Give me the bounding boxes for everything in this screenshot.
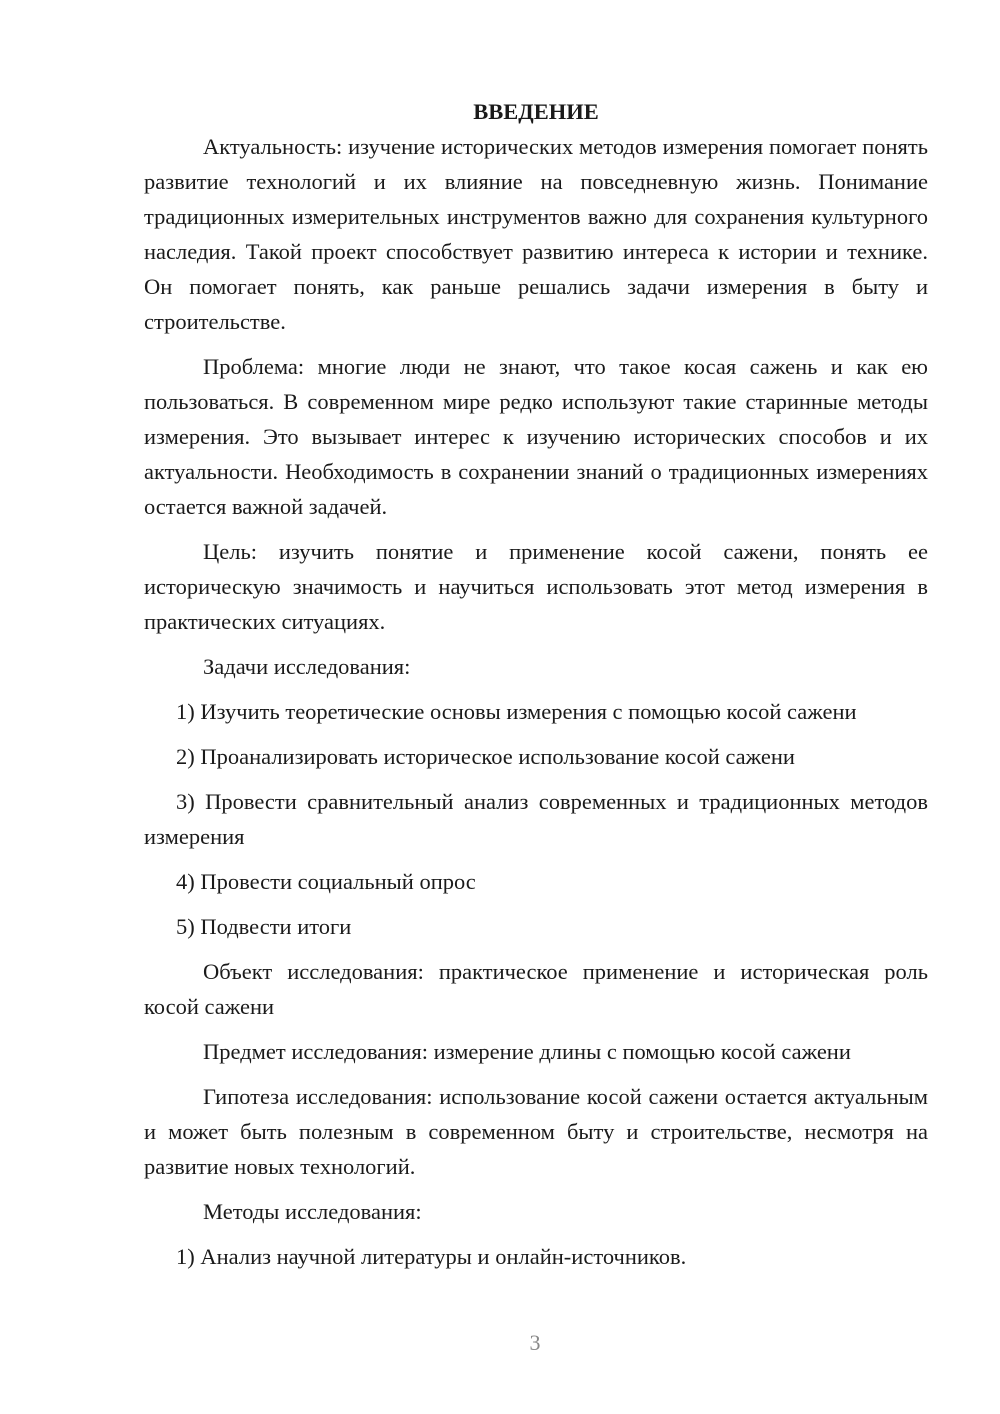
- object-paragraph: Объект исследования: практическое применение и историческая роль косой сажени: [144, 959, 928, 1019]
- methods-heading: Методы исследования:: [203, 1199, 422, 1224]
- task-item-5: 5) Подвести итоги: [176, 914, 352, 939]
- task-item-4: 4) Провести социальный опрос: [176, 869, 476, 894]
- method-item-1: 1) Анализ научной литературы и онлайн-источников.: [176, 1244, 687, 1269]
- task-item-3: 3) Провести сравнительный анализ современных и традиционных методов измерения: [144, 789, 928, 849]
- goal-paragraph: Цель: изучить понятие и применение косой сажени, понять ее историческую значимость и научиться использовать этот метод измерения в практических ситуациях.: [144, 539, 928, 634]
- hypothesis-paragraph: Гипотеза исследования: использование косой сажени остается актуальным и может быть полезным в современном быту и строительстве, несмотря на развитие новых технологий.: [144, 1084, 928, 1179]
- relevance-paragraph: Актуальность: изучение исторических методов измерения помогает понять развитие технологий и их влияние на повседневную жизнь. Понимание традиционных измерительных инструментов важно для сохранения культурного наследия. Такой проект способствует развитию интереса к истории и технике. Он помогает понять, как раньше решались задачи измерения в быту и строительстве.: [144, 134, 928, 334]
- page-number: 3: [529, 1330, 541, 1355]
- document-page: [144, 94, 928, 1284]
- subject-paragraph: Предмет исследования: измерение длины с помощью косой сажени: [203, 1039, 851, 1064]
- task-item-1: 1) Изучить теоретические основы измерения с помощью косой сажени: [176, 699, 857, 724]
- problem-paragraph: Проблема: многие люди не знают, что такое косая сажень и как ею пользоваться. В современном мире редко используют такие старинные методы измерения. Это вызывает интерес к изучению исторических способов и их актуальности. Необходимость в сохранении знаний о традиционных измерениях остается важной задачей.: [144, 354, 928, 519]
- page-title: ВВЕДЕНИЕ: [473, 99, 599, 124]
- task-item-2: 2) Проанализировать историческое использование косой сажени: [176, 744, 795, 769]
- tasks-heading: Задачи исследования:: [203, 654, 411, 679]
